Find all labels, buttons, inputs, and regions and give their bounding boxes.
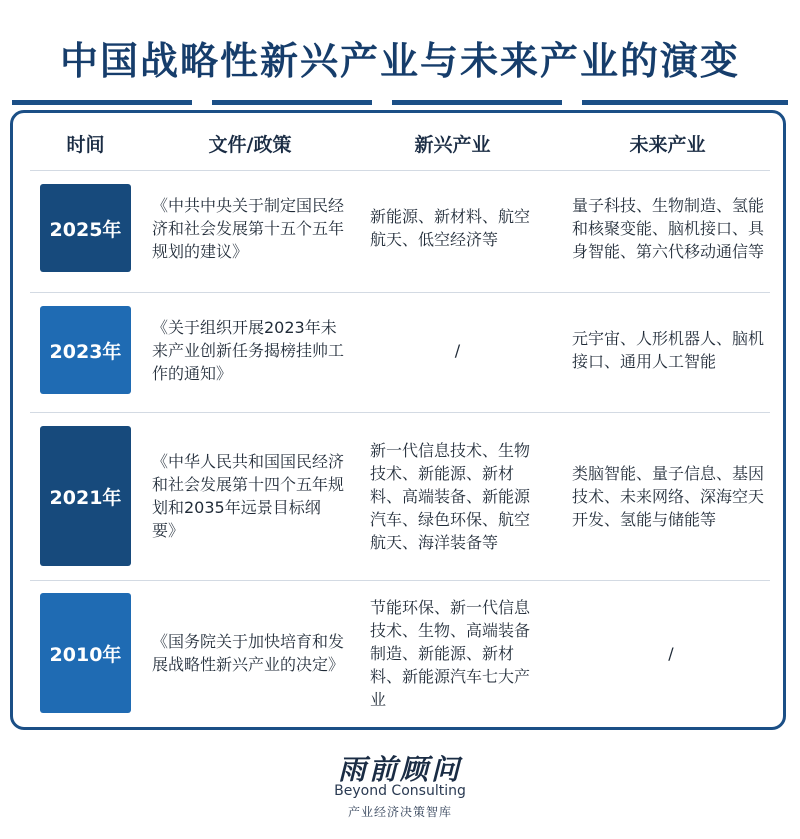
header-time: 时间 (66, 134, 105, 156)
row-divider (30, 412, 770, 413)
header-policy: 文件/政策 (208, 134, 292, 156)
brand-logo: 雨前顾问 (337, 753, 462, 786)
future-cell: 元宇宙、人形机器人、脑机接口、通用人工智能 (572, 329, 765, 371)
year-badge: 2010年 (40, 593, 131, 713)
year-badge: 2021年 (40, 426, 131, 566)
year-badge: 2025年 (40, 184, 131, 272)
brand-name-en: Beyond Consulting (334, 783, 466, 799)
emerging-cell: 节能环保、新一代信息技术、生物、高端装备制造、新能源、新材料、新能源汽车七大产业 (370, 597, 531, 709)
policy-cell: 《关于组织开展2023年未来产业创新任务揭榜挂帅工作的通知》 (152, 317, 345, 383)
header-emerging: 新兴产业 (414, 134, 491, 156)
row-divider (30, 580, 770, 581)
header-future: 未来产业 (629, 134, 706, 156)
future-cell: / (668, 643, 674, 663)
policy-cell: 《中华人民共和国国民经济和社会发展第十四个五年规划和2035年远景目标纲要》 (152, 452, 345, 540)
emerging-cell: / (454, 340, 461, 360)
future-cell: 量子科技、生物制造、氢能和核聚变能、脑机接口、具身智能、第六代移动通信等 (572, 195, 765, 261)
row-divider (30, 170, 770, 171)
future-cell: 类脑智能、量子信息、基因技术、未来网络、深海空天开发、氢能与储能等 (572, 463, 765, 529)
policy-cell: 《国务院关于加快培育和发展战略性新兴产业的决定》 (152, 632, 345, 674)
page-title: 中国战略性新兴产业与未来产业的演变 (59, 39, 740, 83)
emerging-cell: 新能源、新材料、航空航天、低空经济等 (370, 207, 531, 249)
policy-cell: 《中共中央关于制定国民经济和社会发展第十五个五年规划的建议》 (152, 195, 345, 261)
brand-tagline: 产业经济决策智库 (347, 805, 452, 819)
title-underline (12, 100, 788, 105)
emerging-cell: 新一代信息技术、生物技术、新能源、新材料、高端装备、新能源汽车、绿色环保、航空航天、海洋装备等 (370, 440, 531, 552)
row-divider (30, 292, 770, 293)
year-badge: 2023年 (40, 306, 131, 394)
